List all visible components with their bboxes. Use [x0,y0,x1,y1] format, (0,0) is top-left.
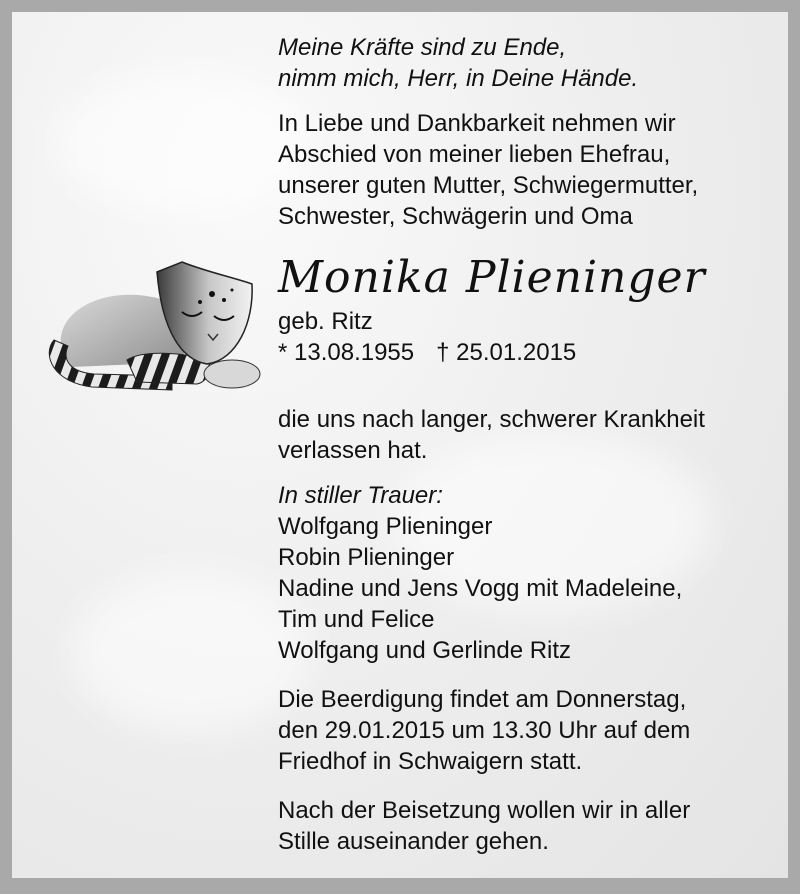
funeral-line: Die Beerdigung findet am Donnerstag, [278,686,687,713]
illness-line: die uns nach langer, schwerer Krankheit [278,406,705,433]
mourner-name: Wolfgang und Gerlinde Ritz [278,637,572,664]
intro-line: Schwester, Schwägerin und Oma [278,203,633,230]
intro-line: In Liebe und Dankbarkeit nehmen wir [278,110,676,137]
mourner-name: Wolfgang Plieninger [278,513,493,540]
verse-line: nimm mich, Herr, in Deine Hände. [278,65,639,92]
cloud-shape [52,72,312,212]
sleeping-cat-figurine-icon [32,242,262,402]
intro-line: Abschied von meiner lieben Ehefrau, [278,141,671,168]
cloud-shape [72,572,312,732]
closing-line: Stille auseinander gehen. [278,828,549,855]
life-dates [278,337,783,368]
verse-line: Meine Kräfte sind zu Ende, [278,34,567,61]
funeral-line: Friedhof in Schwaigern statt. [278,748,583,775]
illness-line: verlassen hat. [278,437,428,464]
funeral-line: den 29.01.2015 um 13.30 Uhr auf dem [278,717,691,744]
birth-name: geb. Ritz [278,308,373,335]
mourners-heading: In stiller Trauer: [278,482,443,509]
intro-line: unserer guten Mutter, Schwiegermutter, [278,172,699,199]
death-date: † 25.01.2015 [436,339,577,366]
obituary-notice [12,12,788,878]
closing-line: Nach der Beisetzung wollen wir in aller [278,797,691,824]
mourner-name: Robin Plieninger [278,544,455,571]
notice-text [278,32,783,857]
mourner-name: Nadine und Jens Vogg mit Madeleine, [278,575,683,602]
birth-date: * 13.08.1955 [278,339,415,366]
mourner-name: Tim und Felice [278,606,435,633]
deceased-name: Monika Plieninger [278,252,706,303]
